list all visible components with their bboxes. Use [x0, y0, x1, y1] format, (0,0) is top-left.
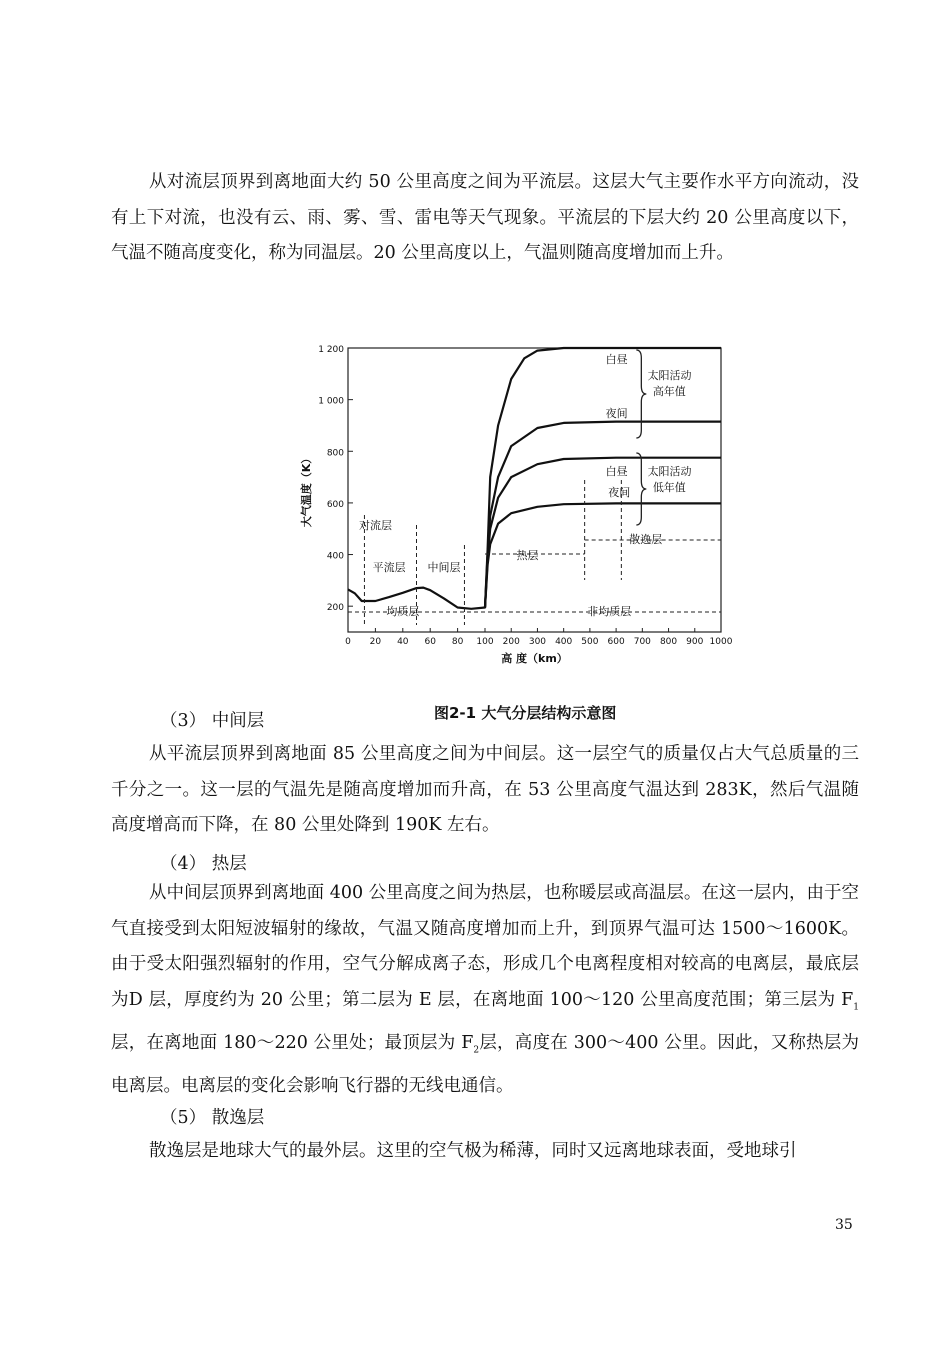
paragraph-thermosphere-part-a: 从中间层顶界到离地面 400 公里高度之间为热层，也称暖层或高温层。在这一层内，由于空气直接受到太阳短波辐射的缘故，气温又随高度增加而上升，到顶界气温可达 1500～1600K。由于受太阳强烈辐射的作用，空气分解成离子态，形成几个电离程度相对较高的电离层，最底层为D 层，厚度约为 20 公里；第二层为 E 层，在离地面 100～120 公里高度范围；第三层为 F — [111, 883, 859, 1010]
chart-annotations — [348, 350, 721, 625]
temperature-line — [485, 422, 721, 608]
night-low-label: 夜间 — [608, 486, 631, 499]
x-tick-label: 700 — [633, 637, 651, 647]
x-tick-label: 0 — [345, 637, 351, 647]
x-tick-label: 60 — [424, 637, 436, 647]
y-tick-label: 1 200 — [318, 345, 344, 355]
solar-low-label-line2: 低年值 — [652, 481, 686, 494]
y-tick-label: 1 000 — [318, 396, 344, 407]
subscript-f1: 1 — [853, 1002, 859, 1012]
x-tick-label: 80 — [451, 637, 464, 647]
night-high-label: 夜间 — [605, 407, 628, 420]
brace-low — [636, 453, 646, 525]
paragraph-thermosphere-part-b: 层，在离地面 180～220 公里处；最顶层为 F — [111, 1032, 474, 1053]
paragraph-mesosphere: 从平流层顶界到离地面 85 公里高度之间为中间层。这一层空气的质量仅占大气总质量的三千分之一。这一层的气温先是随高度增加而升高，在 53 公里高度气温达到 283K，然后气温随高度增高而下降，在 80 公里处降到 190K 左右。 — [111, 744, 859, 835]
x-tick-label: 1000 — [709, 637, 733, 647]
solar-high-label-line1: 太阳活动 — [647, 369, 692, 382]
paragraph-thermosphere-part-c: 层，高度在 300～400 公里。因此，又称热层为电离层。电离层的变化会影响飞行器的无线电通信。 — [111, 1032, 859, 1096]
brace-high — [636, 350, 646, 438]
figure-caption: 图2-1 大气分层结构示意图 — [434, 704, 617, 722]
paragraph-stratosphere: 从对流层顶界到离地面大约 50 公里高度之间为平流层。这层大气主要作水平方向流动，没有上下对流，也没有云、雨、雾、雪、雷电等天气现象。平流层的下层大约 20 公里高度以下，气温不随高度变化，称为同温层。20 公里高度以上，气温则随高度增加而上升。 — [111, 172, 859, 263]
solar-high-label-line2: 高年值 — [652, 385, 686, 398]
page-number: 35 — [835, 1217, 853, 1233]
day-high-label: 白昼 — [605, 353, 628, 366]
paragraph-exosphere: 散逸层是地球大气的最外层。这里的空气极为稀薄，同时又远离地球表面，受地球引 — [149, 1141, 797, 1161]
x-tick-label: 900 — [686, 637, 704, 647]
x-tick-label: 400 — [555, 637, 573, 647]
x-tick-label: 800 — [659, 637, 678, 647]
paragraph-thermosphere — [111, 876, 859, 1104]
x-tick-label: 100 — [476, 637, 494, 647]
atmosphere-layer-chart — [288, 335, 748, 680]
x-tick-label: 600 — [607, 637, 625, 647]
y-tick-label: 400 — [326, 551, 344, 562]
x-tick-label: 500 — [581, 637, 599, 647]
day-low-label: 白昼 — [605, 465, 628, 478]
subscript-f2: 2 — [473, 1045, 480, 1055]
thermosphere-label: 热层 — [516, 549, 539, 562]
y-tick-label: 200 — [326, 603, 344, 614]
troposphere-label: 对流层 — [358, 519, 392, 532]
homosphere-label: 均质层 — [386, 605, 420, 618]
solar-low-label-line1: 太阳活动 — [647, 465, 692, 478]
section-heading-mesosphere: （3） 中间层 — [160, 711, 265, 731]
x-tick-label: 300 — [528, 637, 547, 647]
y-axis-label: 大气温度（K） — [300, 452, 313, 528]
mesosphere-label: 中间层 — [427, 561, 461, 574]
x-tick-label: 40 — [397, 637, 409, 647]
section-heading-exosphere: （5） 散逸层 — [160, 1108, 265, 1128]
y-tick-label: 600 — [326, 499, 344, 510]
x-tick-label: 200 — [502, 637, 520, 647]
heterosphere-label: 非均质层 — [587, 605, 632, 618]
section-heading-thermosphere: （4） 热层 — [160, 854, 247, 874]
x-axis-label: 高 度（km） — [501, 652, 568, 665]
y-tick-label: 800 — [326, 448, 344, 459]
exosphere-label: 散逸层 — [629, 533, 663, 546]
stratosphere-label: 平流层 — [372, 561, 406, 574]
x-tick-label: 20 — [369, 637, 382, 647]
